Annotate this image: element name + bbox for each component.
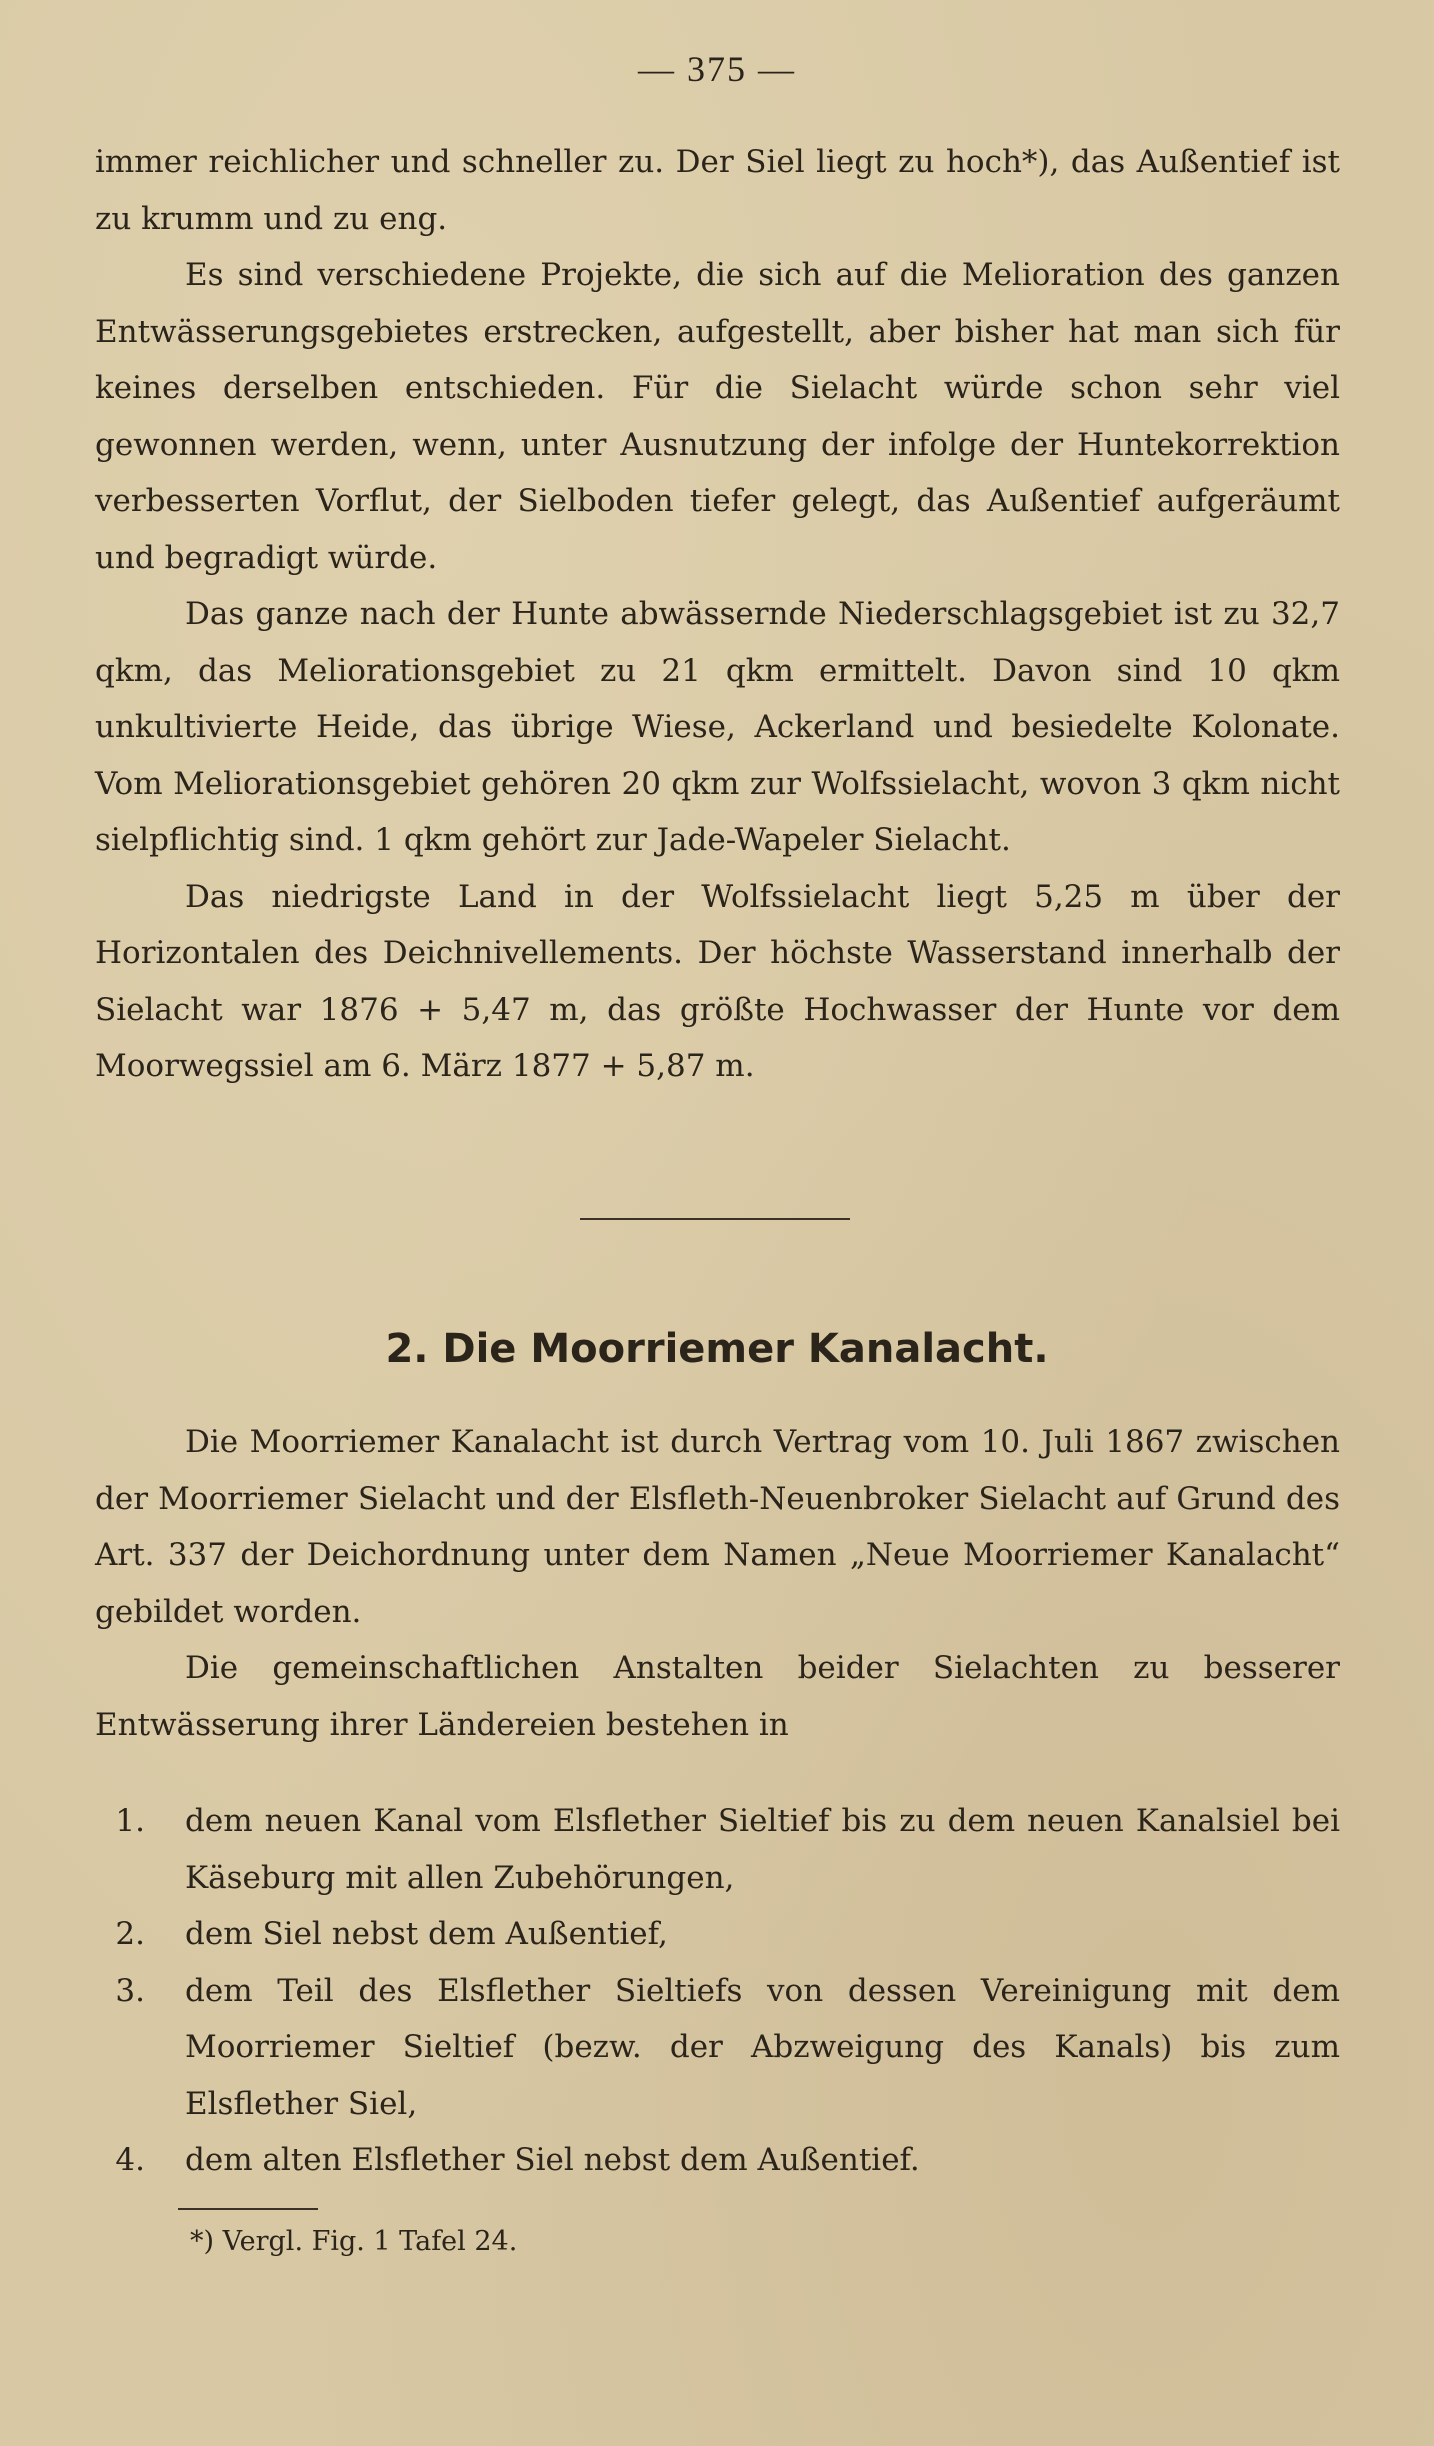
section-heading: 2. Die Moorriemer Kanalacht. [385, 1326, 1049, 1372]
list-item [95, 1906, 1340, 1963]
paragraph: Das niedrigste Land in der Wolfssielacht liegt 5,25 m über der Horizontalen des Deichnivellements. Der höchste Wasserstand innerhalb der Sielacht war 1876 + 5,47 m, das größte Hochwasser der Hunte vor dem Moorwegssiel am 6. März 1877 + 5,87 m. [95, 878, 1340, 1084]
list-item [95, 1963, 1340, 2133]
section-divider [580, 1218, 850, 1220]
list-number: 4. [115, 2142, 145, 2178]
section-2-text [95, 1414, 1340, 1753]
paragraph: Es sind verschiedene Projekte, die sich auf die Melioration des ganzen Entwässerungsgebietes erstrecken, aufgestellt, aber bisher hat man sich für keines derselben entschieden. Für die Sielacht würde schon sehr viel gewonnen werden, wenn, unter Ausnutzung der infolge der Huntekorrektion verbesserten Vorflut, der Sielboden tiefer gelegt, das Außentief aufgeräumt und begradigt würde. [95, 257, 1340, 576]
list-number: 2. [115, 1916, 145, 1952]
list-number: 1. [115, 1803, 145, 1839]
paragraph: Die gemeinschaftlichen Anstalten beider Sielachten zu besserer Entwässerung ihrer Ländereien bestehen in [95, 1650, 1340, 1743]
footnote: *) Vergl. Fig. 1 Tafel 24. [190, 2226, 518, 2257]
list-text: dem Siel nebst dem Außentief, [185, 1916, 668, 1952]
paragraph: Die Moorriemer Kanalacht ist durch Vertrag vom 10. Juli 1867 zwischen der Moorriemer Sielacht und der Elsfleth-Neuenbroker Sielacht auf Grund des Art. 337 der Deichordnung unter dem Namen „Neue Moorriemer Kanalacht“ gebildet worden. [95, 1424, 1340, 1630]
paragraph: immer reichlicher und schneller zu. Der Siel liegt zu hoch*), das Außentief ist zu krumm und zu eng. [95, 144, 1340, 237]
page-number: — 375 — [638, 49, 796, 89]
section-1-text [95, 134, 1340, 1095]
list-text: dem alten Elsflether Siel nebst dem Außentief. [185, 2142, 920, 2178]
numbered-list [95, 1793, 1340, 2189]
list-number: 3. [115, 1972, 145, 2009]
list-text: dem Teil des Elsflether Sieltiefs von dessen Vereinigung mit dem Moorriemer Sieltief (bezw. der Abzweigung des Kanals) bis zum Elsflether Siel, [185, 1972, 1340, 2122]
list-item [95, 1793, 1340, 1906]
list-item [95, 2132, 1340, 2189]
list-text: dem neuen Kanal vom Elsflether Sieltief bis zu dem neuen Kanalsiel bei Käseburg mit allen Zubehörungen, [185, 1803, 1340, 1896]
paragraph: Das ganze nach der Hunte abwässernde Niederschlagsgebiet ist zu 32,7 qkm, das Meliorationsgebiet zu 21 qkm ermittelt. Davon sind 10 qkm unkultivierte Heide, das übrige Wiese, Ackerland und besiedelte Kolonate. Vom Meliorationsgebiet gehören 20 qkm zur Wolfssielacht, wovon 3 qkm nicht sielpflichtig sind. 1 qkm gehört zur Jade-Wapeler Sielacht. [95, 596, 1340, 858]
footnote-divider [178, 2208, 318, 2210]
